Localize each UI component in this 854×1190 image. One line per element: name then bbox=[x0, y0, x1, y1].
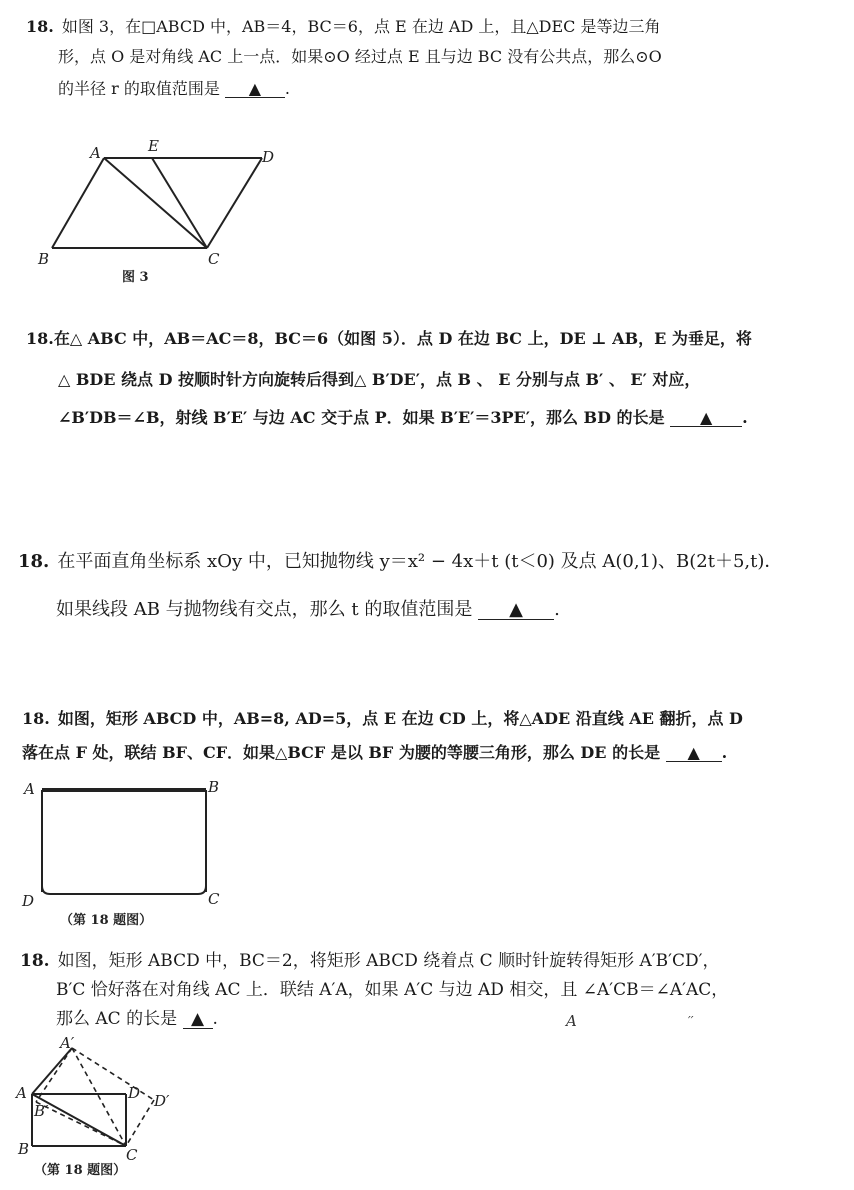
label-e: E bbox=[148, 137, 159, 155]
problem-5-line-3 bbox=[56, 1004, 218, 1029]
problem-5-text-1: 如图，矩形 ABCD 中，BC＝2，将矩形 ABCD 绕着点 C 顺时针旋转得矩形 A′B′CD′， bbox=[57, 951, 720, 971]
label-c: C bbox=[126, 1146, 138, 1164]
figure-rotated-rectangle bbox=[14, 1036, 214, 1186]
problem-3-text-1: 在平面直角坐标系 xOy 中，已知抛物线 y＝x² − 4x＋t (t＜0) 及点 A(0,1)、B(2t＋5,t)． bbox=[57, 551, 783, 572]
problem-5-line-2 bbox=[56, 975, 728, 1000]
figure-caption: 图 3 bbox=[122, 270, 149, 285]
label-d: D bbox=[22, 892, 35, 910]
label-a1: A′ bbox=[60, 1034, 75, 1052]
diagonal-ac bbox=[104, 158, 207, 248]
figure-caption: （第 18 题图） bbox=[34, 1163, 127, 1178]
problem-3-line-2 bbox=[56, 595, 560, 621]
stray-mark-1: A bbox=[566, 1012, 577, 1030]
problem-2-line-2 bbox=[58, 367, 700, 390]
edge-a1d1 bbox=[72, 1048, 154, 1100]
problem-5-text-3: 那么 AC 的长是 bbox=[56, 1009, 178, 1029]
segment-ec bbox=[152, 158, 207, 248]
problem-3-line-1 bbox=[18, 547, 782, 573]
label-d1: D′ bbox=[154, 1092, 170, 1110]
problem-4-text-2: 落在点 F 处，联结 BF、CF．如果△BCF 是以 BF 为腰的等腰三角形，那么 DE 的长是 bbox=[22, 743, 661, 762]
figure-3-parallelogram bbox=[30, 137, 290, 290]
label-c: C bbox=[208, 890, 220, 908]
problem-5-line-1 bbox=[20, 946, 719, 971]
problem-2-text-1: 在△ ABC 中，AB＝AC＝8，BC＝6（如图 5）．点 D 在边 BC 上，DE ⊥ AB，E 为垂足，将 bbox=[53, 329, 752, 348]
label-c: C bbox=[208, 250, 220, 268]
label-a: A bbox=[16, 1084, 27, 1102]
problem-5-tail: . bbox=[212, 1009, 218, 1029]
answer-blank: ▲ bbox=[670, 410, 742, 427]
answer-blank: ▲ bbox=[478, 601, 554, 620]
problem-5-text-2: B′C 恰好落在对角线 AC 上．联结 A′A，如果 A′C 与边 AD 相交，且 ∠A′CB＝∠A′AC， bbox=[56, 980, 729, 1000]
edge-b1c bbox=[36, 1102, 126, 1146]
label-a: A bbox=[24, 780, 35, 798]
label-b1: B′ bbox=[34, 1102, 49, 1120]
answer-blank: ▲ bbox=[183, 1011, 213, 1029]
problem-1-line-2 bbox=[58, 44, 662, 67]
problem-1-text-1: 如图 3，在□ABCD 中，AB＝4，BC＝6，点 E 在边 AD 上，且△DEC 是等边三角 bbox=[61, 17, 661, 36]
problem-5-number: 18. bbox=[20, 951, 50, 971]
answer-blank: ▲ bbox=[225, 81, 285, 98]
problem-1-line-3 bbox=[58, 76, 290, 99]
label-a: A bbox=[90, 144, 101, 162]
label-b: B bbox=[38, 250, 50, 268]
answer-blank: ▲ bbox=[666, 745, 722, 762]
problem-4-line-1 bbox=[22, 706, 743, 729]
label-b: B bbox=[18, 1140, 30, 1158]
problem-2-number: 18. bbox=[26, 329, 54, 348]
label-d: D bbox=[262, 148, 275, 166]
problem-2-line-3 bbox=[58, 405, 748, 428]
segment-aa1 bbox=[32, 1048, 72, 1094]
figure-rectangle-abcd bbox=[16, 778, 256, 928]
label-b: B bbox=[208, 778, 220, 796]
problem-1-text-3: 的半径 r 的取值范围是 bbox=[58, 79, 220, 98]
figure-caption: （第 18 题图） bbox=[60, 913, 153, 928]
problem-4-number: 18. bbox=[22, 709, 50, 728]
problem-3-text-2: 如果线段 AB 与抛物线有交点，那么 t 的取值范围是 bbox=[56, 599, 473, 620]
problem-1-tail: . bbox=[284, 79, 291, 98]
problem-3-number: 18. bbox=[18, 551, 50, 572]
problem-1-line-1 bbox=[26, 14, 661, 37]
problem-4-tail: . bbox=[721, 743, 728, 762]
problem-2-text-3: ∠B′DB＝∠B，射线 B′E′ 与边 AC 交于点 P．如果 B′E′＝3PE′，那么 BD 的长是 bbox=[58, 408, 665, 427]
edge-ab bbox=[52, 158, 104, 248]
stray-mark-2: ′′ bbox=[688, 1014, 694, 1028]
edge-d1c bbox=[126, 1100, 154, 1146]
edge-cd bbox=[207, 158, 262, 248]
problem-4-line-2 bbox=[22, 740, 727, 763]
problem-1-number: 18. bbox=[26, 17, 54, 36]
problem-2-line-1 bbox=[26, 326, 752, 349]
label-d: D bbox=[128, 1084, 141, 1102]
problem-2-tail: . bbox=[742, 408, 748, 427]
problem-2-text-2: △ BDE 绕点 D 按顺时针方向旋转后得到△ B′DE′，点 B 、 E 分别与点 B′ 、 E′ 对应， bbox=[58, 370, 701, 389]
problem-4-text-1: 如图，矩形 ABCD 中，AB=8, AD=5，点 E 在边 CD 上，将△ADE 沿直线 AE 翻折，点 D bbox=[57, 709, 743, 728]
problem-1-text-2: 形，点 O 是对角线 AC 上一点．如果⊙O 经过点 E 且与边 BC 没有公共点，那么⊙O bbox=[58, 47, 662, 66]
edge-dc bbox=[42, 886, 206, 894]
problem-3-tail: . bbox=[554, 599, 560, 620]
